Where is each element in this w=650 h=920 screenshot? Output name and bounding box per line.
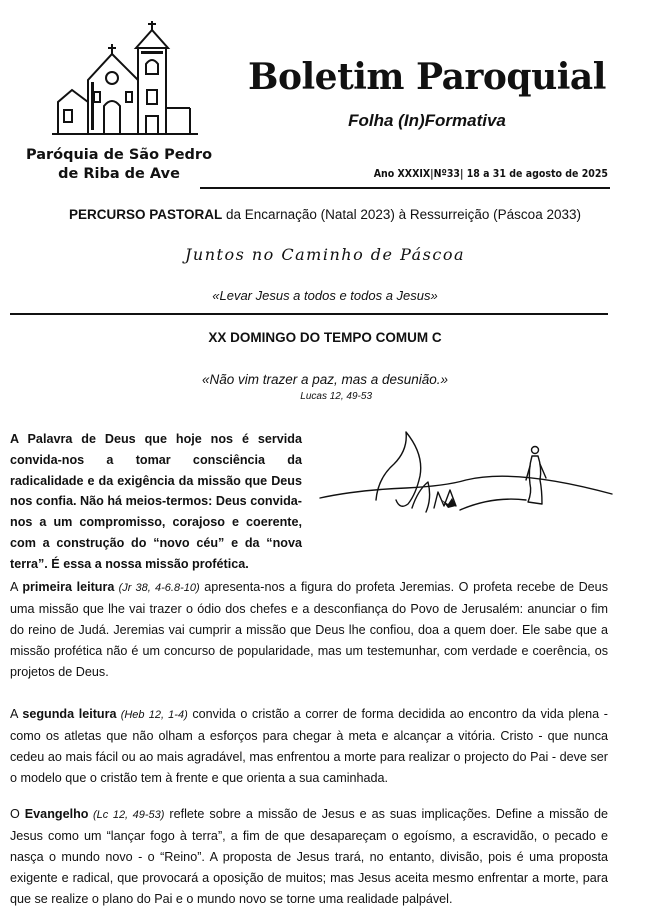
second-reading-paragraph bbox=[10, 704, 608, 789]
p1-text: apresenta-nos a figura do profeta Jeremias. O profeta recebe de Deus uma missão que lhe vai trazer o ódio dos chefes e a desconfiança do Povo de Jerusalém: anunciar o fim do reino de Judá. Jeremias vai cumprir a missão que Deus lhe confiou, doa a quem doer. Ele sabe que a missão profética não é um concurso de popularidade, mas um testemunhar, com verdade e coerência, os projetos de Deus. bbox=[10, 580, 608, 679]
p2-heading: segunda leitura bbox=[22, 707, 117, 721]
motto: Juntos no Caminho de Páscoa bbox=[184, 245, 466, 264]
p2-text: convida o cristão a correr de forma decidida ao encontro da vida plena - como os atletas que não olham a esforços para chegar à meta e alcançar a vitória. Cristo - que nunca cedeu ao mais fácil ou ao mais agradável, mas enfrentou a morte para realizar o projecto do Pai - deve ser o modelo que o cristão tem à frente e que orienta a sua caminhada. bbox=[10, 707, 608, 785]
p1-reference: (Jr 38, 4-6.8-10) bbox=[114, 582, 200, 594]
gospel-paragraph bbox=[10, 804, 608, 910]
gospel-quote: «Não vim trazer a paz, mas a desunião.» bbox=[201, 372, 449, 387]
bulletin-subtitle: Folha (In)Formativa bbox=[348, 111, 506, 130]
p2-pre: A bbox=[10, 707, 23, 721]
fire-and-figure-sketch-icon bbox=[316, 420, 616, 560]
p3-pre: O bbox=[10, 807, 25, 821]
p2-reference: (Heb 12, 1-4) bbox=[116, 709, 188, 721]
church-logo-icon bbox=[50, 18, 200, 140]
p1-heading: primeira leitura bbox=[22, 580, 115, 594]
tagline: «Levar Jesus a todos e todos a Jesus» bbox=[212, 288, 438, 303]
pastoral-path-heading bbox=[0, 207, 650, 222]
pastoral-path-period: da Encarnação (Natal 2023) à Ressurreição (Páscoa 2033) bbox=[222, 207, 581, 222]
page-header bbox=[0, 0, 650, 200]
parish-line-1: Paróquia de São Pedro bbox=[25, 147, 213, 163]
header-divider bbox=[200, 187, 610, 189]
p3-text: reflete sobre a missão de Jesus e as suas implicações. Define a missão de Jesus como um “lançar fogo à terra”, a fim de que desapareçam o egoísmo, a escravidão, o pecado e nasça o mundo novo - o “Reino”. A proposta de Jesus trará, no entanto, divisão, pois é uma proposta exigente e radical, que provocará a oposição de muitos; mas Jesus aceita mesmo enfrentar a morte, para que se realize o plano do Pai e o mundo novo se torne uma realidade palpável. bbox=[10, 807, 608, 906]
pastoral-path-label: PERCURSO PASTORAL bbox=[69, 207, 223, 222]
gospel-reference: Lucas 12, 49-53 bbox=[300, 391, 372, 402]
bulletin-title: Boletim Paroquial bbox=[248, 56, 606, 98]
sunday-title: XX DOMINGO DO TEMPO COMUM C bbox=[208, 330, 442, 345]
first-reading-paragraph bbox=[10, 577, 608, 683]
parish-name bbox=[14, 146, 224, 184]
parish-line-2: de Riba de Ave bbox=[58, 166, 180, 182]
section-divider bbox=[10, 313, 608, 315]
p3-reference: (Lc 12, 49-53) bbox=[88, 809, 165, 821]
p3-heading: Evangelho bbox=[24, 807, 89, 821]
intro-paragraph: A Palavra de Deus que hoje nos é servida convida-nos a tomar consciência da radicalidade e da exigência da missão que Deus nos confia. Não há meios-termos: Deus convida-nos a um compromisso, corajoso e coerente, com a construção do “novo céu” e da “nova terra”. É essa a nossa missão profética. bbox=[10, 432, 302, 571]
p1-pre: A bbox=[10, 580, 23, 594]
issue-info: Ano XXXIX|Nº33| 18 a 31 de agosto de 2025 bbox=[373, 168, 608, 180]
